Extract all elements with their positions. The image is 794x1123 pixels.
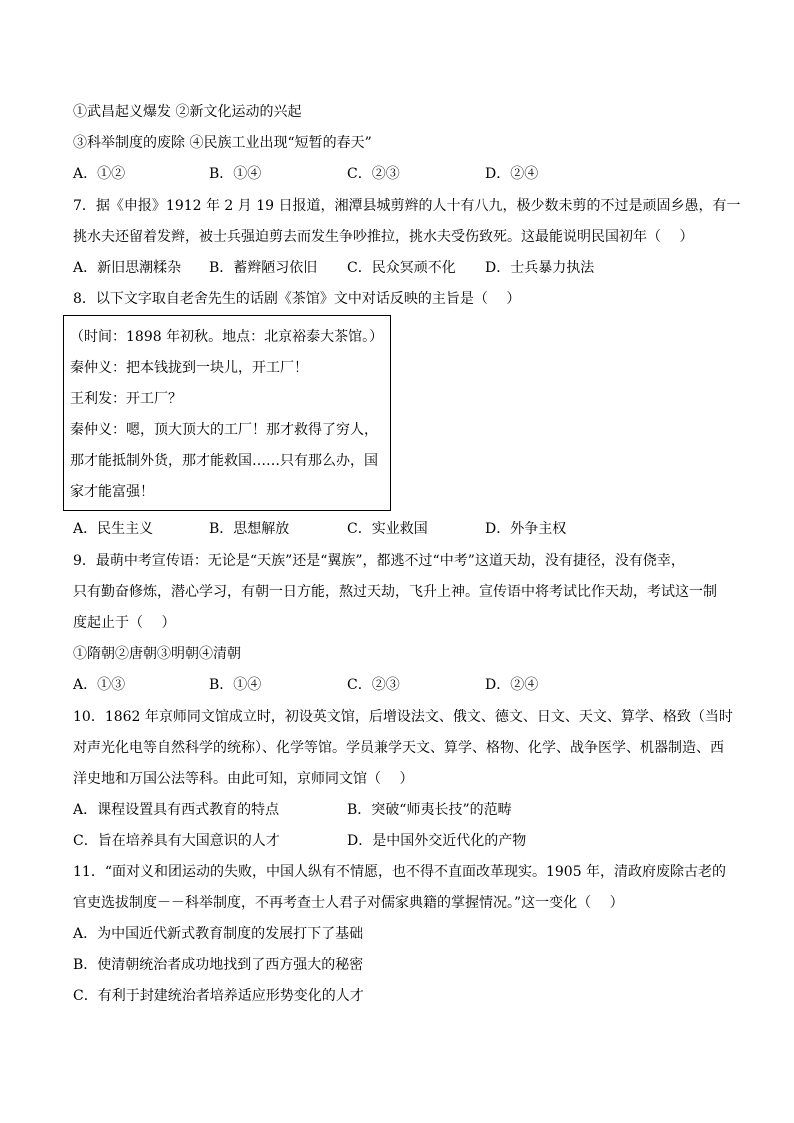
q6-option-a[interactable]: A．①② bbox=[73, 166, 126, 182]
q11-option-b[interactable]: B．使清朝统治者成功地找到了西方强大的秘密 bbox=[73, 957, 364, 973]
q8-box-line5: 那才能抵制外货，那才能救国……只有那么办，国 bbox=[70, 453, 378, 469]
q9-statements: ①隋朝②唐朝③明朝④清朝 bbox=[73, 646, 241, 662]
q7-stem-line1: 7．据《申报》1912 年 2 月 19 日报道，湘潭县城剪辫的人十有八九，极少数未剪的不过是顽固乡愚，有一 bbox=[73, 198, 741, 214]
q8-option-a[interactable]: A．民生主义 bbox=[73, 521, 154, 537]
q7-option-c[interactable]: C．民众冥顽不化 bbox=[347, 260, 456, 276]
q9-option-d[interactable]: D．②④ bbox=[485, 677, 539, 693]
q6-option-c[interactable]: C．②③ bbox=[347, 166, 400, 182]
q11-stem-line1: 11．“面对义和团运动的失败，中国人纵有不情愿，也不得不直面改革现实。1905 年，清政府废除古老的 bbox=[73, 864, 727, 880]
q8-option-d[interactable]: D．外争主权 bbox=[485, 521, 567, 537]
q11-option-c[interactable]: C．有利于封建统治者培养适应形势变化的人才 bbox=[73, 988, 364, 1004]
q10-option-d[interactable]: D．是中国外交近代化的产物 bbox=[347, 833, 527, 849]
q6-statements-line1: ①武昌起义爆发 ②新文化运动的兴起 bbox=[73, 104, 302, 120]
q11-option-a[interactable]: A．为中国近代新式教育制度的发展打下了基础 bbox=[73, 926, 364, 942]
q8-box-line4: 秦仲义：嗯，顶大顶大的工厂！那才救得了穷人， bbox=[70, 422, 378, 438]
q10-stem-line3: 洋史地和万国公法等科。由此可知，京师同文馆（ ） bbox=[73, 771, 414, 787]
q8-box-line3: 王利发：开工厂？ bbox=[70, 391, 182, 407]
q10-option-b[interactable]: B．突破“师夷长技”的范畴 bbox=[347, 802, 512, 818]
q7-option-b[interactable]: B．蓄辫陋习依旧 bbox=[209, 260, 318, 276]
q10-option-a[interactable]: A．课程设置具有西式教育的特点 bbox=[73, 802, 280, 818]
q11-stem-line2: 官吏选拔制度－－科举制度，不再考查士人君子对儒家典籍的掌握情况。”这一变化（ ） bbox=[73, 895, 624, 911]
q6-statements-line2: ③科举制度的废除 ④民族工业出现“短暂的春天” bbox=[73, 135, 372, 151]
q8-box-line1: （时间：1898 年初秋。地点：北京裕泰大茶馆。） bbox=[70, 329, 384, 345]
q7-option-a[interactable]: A．新旧思潮糅杂 bbox=[73, 260, 182, 276]
q9-stem-line1: 9．最萌中考宣传语：无论是“天族”还是“翼族”，都逃不过“中考”这道天劫，没有捷径，没有侥幸， bbox=[73, 553, 685, 569]
q6-option-d[interactable]: D．②④ bbox=[485, 166, 539, 182]
q8-dialogue-box bbox=[63, 315, 391, 511]
q10-stem-line1: 10．1862 年京师同文馆成立时，初设英文馆，后增设法文、俄文、德文、日文、天文、算学、格致（当时 bbox=[73, 709, 733, 725]
q10-option-c[interactable]: C．旨在培养具有大国意识的人才 bbox=[73, 833, 280, 849]
q9-option-c[interactable]: C．②③ bbox=[347, 677, 400, 693]
q9-option-b[interactable]: B．①④ bbox=[209, 677, 262, 693]
q9-stem-line2: 只有勤奋修炼，潜心学习，有朝一日方能，熬过天劫，飞升上神。宣传语中将考试比作天劫，考试这一制 bbox=[73, 584, 717, 600]
q9-option-a[interactable]: A．①③ bbox=[73, 677, 126, 693]
q8-option-c[interactable]: C．实业救国 bbox=[347, 521, 428, 537]
q8-box-line6: 家才能富强！ bbox=[70, 484, 154, 500]
q6-option-b[interactable]: B．①④ bbox=[209, 166, 262, 182]
q10-stem-line2: 对声光化电等自然科学的统称）、化学等馆。学员兼学天文、算学、格物、化学、战争医学、机器制造、西 bbox=[73, 740, 724, 756]
q7-stem-line2: 挑水夫还留着发辫，被士兵强迫剪去而发生争吵推拉，挑水夫受伤致死。这最能说明民国初年（ ） bbox=[73, 229, 694, 245]
q8-stem: 8．以下文字取自老舍先生的话剧《茶馆》文中对话反映的主旨是（ ） bbox=[73, 291, 521, 307]
q8-box-line2: 秦仲义：把本钱拢到一块儿，开工厂！ bbox=[70, 360, 308, 376]
q8-option-b[interactable]: B．思想解放 bbox=[209, 521, 290, 537]
q7-option-d[interactable]: D．士兵暴力执法 bbox=[485, 260, 595, 276]
q9-stem-line3: 度起止于（ ） bbox=[73, 615, 176, 631]
